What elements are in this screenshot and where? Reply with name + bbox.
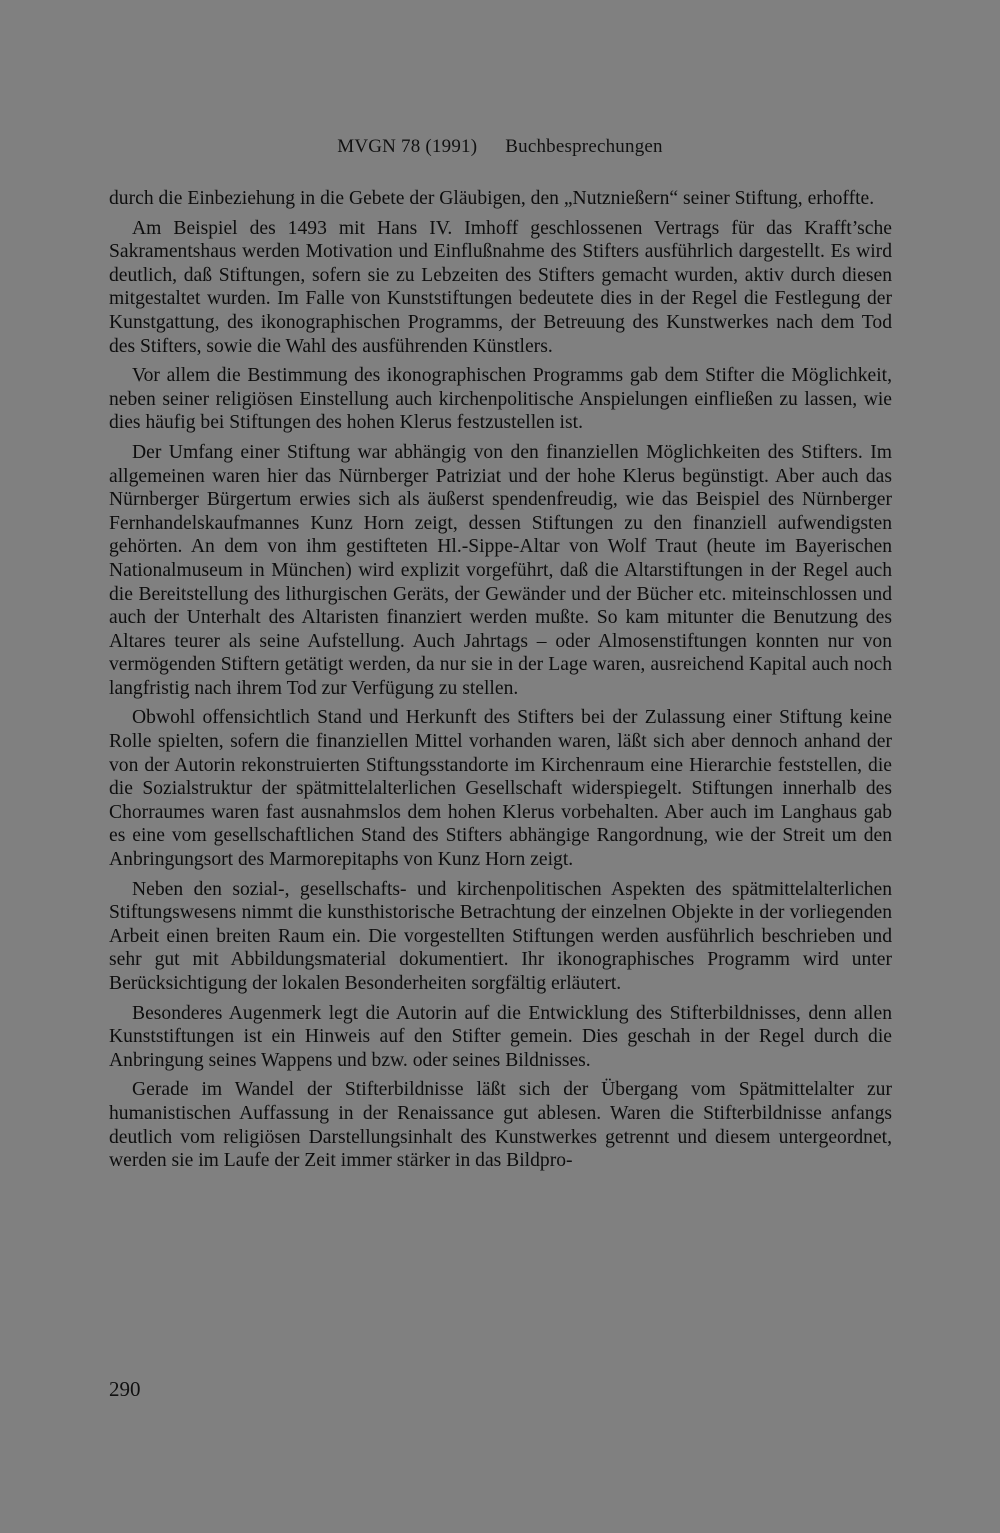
article-body: [109, 187, 892, 1179]
paragraph: Besonderes Augenmerk legt die Autorin auf die Entwicklung des Stifterbildnisses, denn allen Kunststiftungen ist ein Hinweis auf den Stifter gemein. Dies geschah in der Regel durch die Anbringung seines Wappens und bzw. oder seines Bildnisses.: [109, 1002, 892, 1071]
paragraph: Am Beispiel des 1493 mit Hans IV. Imhoff geschlossenen Vertrags für das Krafft’sche Sakramentshaus werden Motivation und Einflußnahme des Stifters ausführlich dargestellt. Es wird deutlich, daß Stiftungen, sofern sie zu Lebzeiten des Stifters gemacht wurden, aktiv durch diesen mitgestaltet wurden. Im Falle von Kunststiftungen bedeutete dies in der Regel die Festlegung der Kunstgattung, des ikonographischen Programms, der Betreuung des Kunstwerkes nach dem Tod des Stifters, sowie die Wahl des ausführenden Künstlers.: [109, 217, 892, 357]
paragraph: Neben den sozial-, gesellschafts- und kirchenpolitischen Aspekten des spätmittelalterlichen Stiftungswesens nimmt die kunsthistorische Betrachtung der einzelnen Objekte in der vorliegenden Arbeit einen breiten Raum ein. Die vorgestellten Stiftungen werden ausführlich beschrieben und sehr gut mit Abbildungsmaterial dokumentiert. Ihr ikonographisches Programm wird unter Berücksichtigung der lokalen Besonderheiten sorgfältig erläutert.: [109, 878, 892, 994]
paragraph: Der Umfang einer Stiftung war abhängig von den finanziellen Möglichkeiten des Stifters. Im allgemeinen waren hier das Nürnberger Patriziat und der hohe Klerus begünstigt. Aber auch das Nürnberger Bürgertum erwies sich als äußerst spendenfreudig, wie das Beispiel des Nürnberger Fernhandelskaufmannes Kunz Horn zeigt, dessen Stiftungen zu den finanziell aufwendigsten gehörten. An dem von ihm gestifteten Hl.-Sippe-Altar von Wolf Traut (heute im Bayerischen Nationalmuseum in München) wird explizit vorgeführt, daß die Altarstiftungen in der Regel auch die Bereitstellung des lithurgischen Geräts, der Gewänder und der Bücher etc. miteinschlossen und auch der Unterhalt des Altaristen finanziert werden mußte. So kam mitunter die Benutzung des Altares teurer als seine Aufstellung. Auch Jahrtags – oder Almosenstiftungen konnten nur von vermögenden Stiftern getätigt werden, da nur sie in der Lage waren, ausreichend Kapital auch noch langfristig nach ihrem Tod zur Verfügung zu stellen.: [109, 441, 892, 699]
paragraph: Vor allem die Bestimmung des ikonographischen Programms gab dem Stifter die Möglichkeit, neben seiner religiösen Einstellung auch kirchenpolitische Anspielungen einfließen zu lassen, wie dies häufig bei Stiftungen des hohen Klerus festzustellen ist.: [109, 365, 892, 434]
paragraph: durch die Einbeziehung in die Gebete der Gläubigen, den „Nutznießern“ seiner Stiftung, erhoffte.: [109, 188, 875, 209]
section-title: Buchbesprechungen: [505, 136, 663, 157]
paragraph: Gerade im Wandel der Stifterbildnisse läßt sich der Übergang vom Spätmittelalter zur humanistischen Auffassung in der Renaissance gut ablesen. Waren die Stifterbildnisse anfangs deutlich vom religiösen Darstellungsinhalt des Kunstwerkes getrennt und diesem untergeordnet, werden sie im Laufe der Zeit immer stärker in das Bildpro-: [109, 1079, 892, 1172]
paragraph: Obwohl offensichtlich Stand und Herkunft des Stifters bei der Zulassung einer Stiftung keine Rolle spielten, sofern die finanziellen Mittel vorhanden waren, läßt sich aber dennoch anhand der von der Autorin rekonstruierten Stiftungsstandorte im Kirchenraum eine Hierarchie feststellen, die die Sozialstruktur der spätmittelalterlichen Gesellschaft widerspiegelt. Stiftungen innerhalb des Chorraumes waren fast ausnahmslos dem hohen Klerus vorbehalten. Aber auch im Langhaus gab es eine vom gesellschaftlichen Stand des Stifters abhängige Rangordnung, wie der Streit um den Anbringungsort des Marmorepitaphs von Kunz Horn zeigt.: [109, 707, 892, 871]
running-header: [0, 136, 1000, 158]
journal-citation: MVGN 78 (1991): [337, 136, 478, 157]
page-number: 290: [109, 1377, 141, 1401]
